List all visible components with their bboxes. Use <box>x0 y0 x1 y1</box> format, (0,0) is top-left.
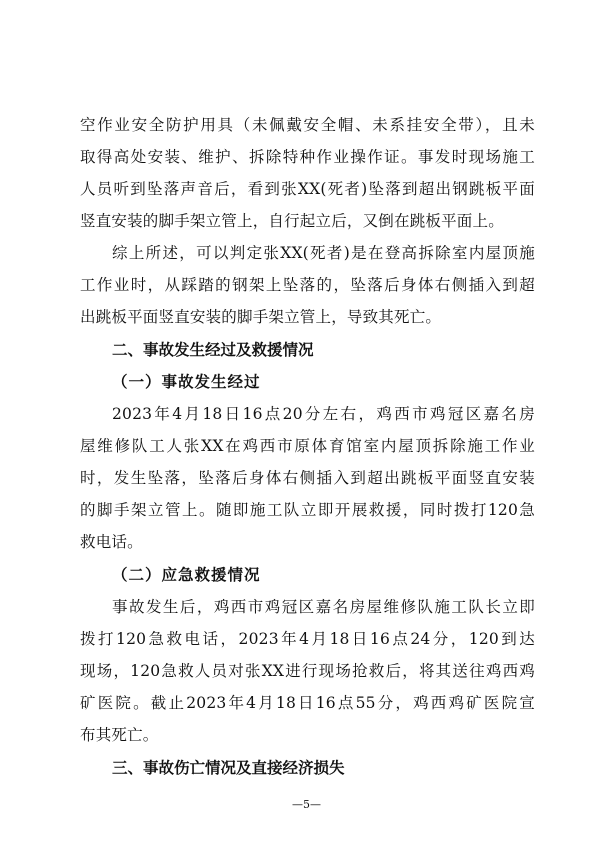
page-number: —5— <box>292 798 321 811</box>
paragraph-line: 布其死亡。 <box>80 726 159 744</box>
paragraph-line: 人员听到坠落声音后，看到张XX(死者)坠落到超出钢跳板平面 <box>80 180 535 198</box>
paragraph-line: 屋维修队工人张XX在鸡西市原体育馆室内屋顶拆除施工作业 <box>80 437 535 455</box>
subsection-heading: （一）事故发生经过 <box>112 372 261 391</box>
paragraph-line: 取得高处安装、维护、拆除特种作业操作证。事发时现场施工 <box>80 148 535 166</box>
paragraph-line: 现场，120急救人员对张XX进行现场抢救后，将其送往鸡西鸡 <box>80 662 535 680</box>
paragraph-line: 拨打120急救电话，2023年4月18日16点24分，120到达 <box>80 630 535 648</box>
paragraph-line: 2023年4月18日16点20分左右，鸡西市鸡冠区嘉名房 <box>112 405 535 423</box>
paragraph-line: 事故发生后，鸡西市鸡冠区嘉名房屋维修队施工队长立即 <box>112 598 535 616</box>
paragraph-line: 的脚手架立管上。随即施工队立即开展救援，同时拨打120急 <box>80 501 535 519</box>
section-heading: 三、事故伤亡情况及直接经济损失 <box>112 759 345 777</box>
paragraph-line: 综上所述，可以判定张XX(死者)是在登高拆除室内屋顶施 <box>112 244 535 262</box>
paragraph-line: 出跳板平面竖直安装的脚手架立管上，导致其死亡。 <box>80 308 442 326</box>
paragraph-line: 空作业安全防护用具（未佩戴安全帽、未系挂安全带），且未 <box>80 116 535 134</box>
paragraph-line: 竖直安装的脚手架立管上，自行起立后，又倒在跳板平面上。 <box>80 212 504 230</box>
paragraph-line: 救电话。 <box>80 533 143 551</box>
paragraph-line: 矿医院。截止2023年4月18日16点55分，鸡西鸡矿医院宣 <box>80 694 535 712</box>
subsection-heading: （二）应急救援情况 <box>112 565 261 584</box>
paragraph-line: 时，发生坠落，坠落后身体右侧插入到超出跳板平面竖直安装 <box>80 469 535 487</box>
paragraph-line: 工作业时，从踩踏的钢架上坠落的，坠落后身体右侧插入到超 <box>80 276 535 294</box>
section-heading: 二、事故发生经过及救援情况 <box>112 341 314 359</box>
